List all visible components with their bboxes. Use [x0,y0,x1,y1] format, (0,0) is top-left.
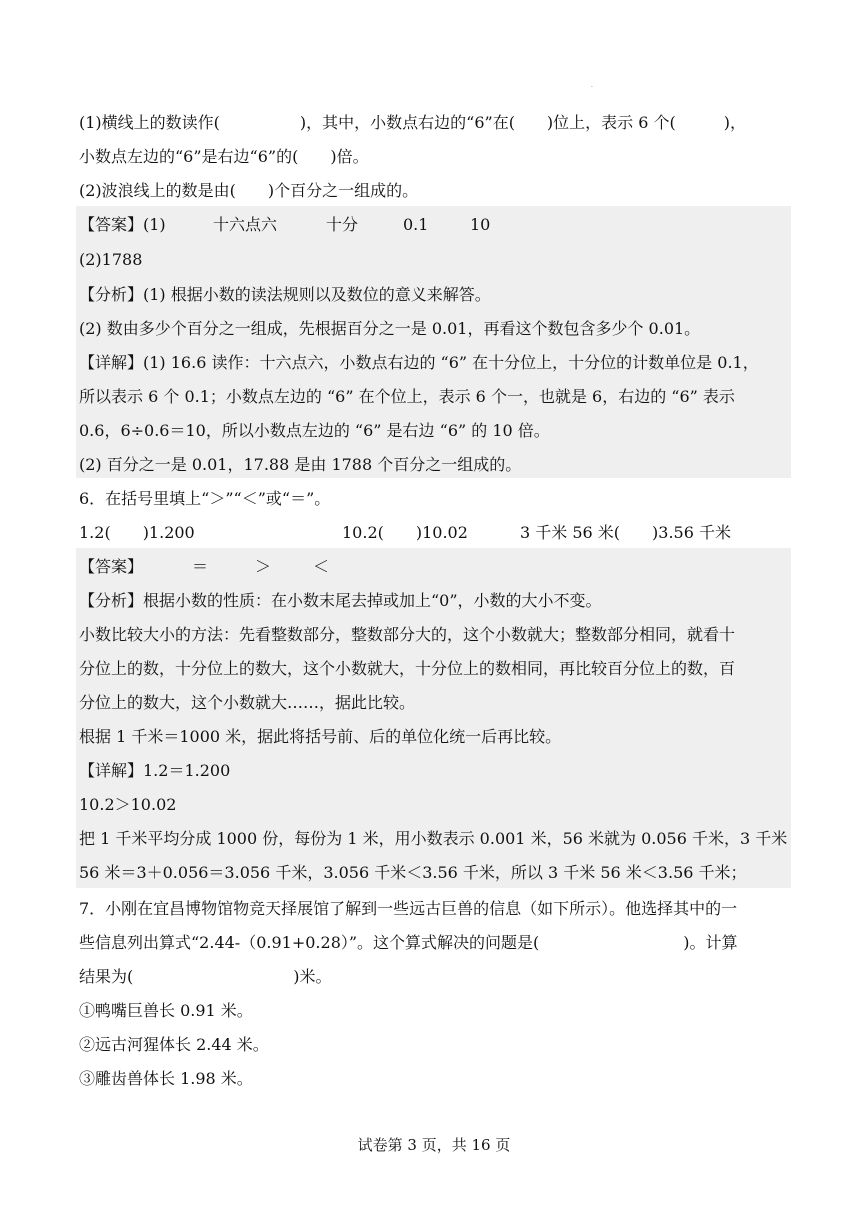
q6-item-2: 10.2( )10.02 [342,523,468,542]
q6-analysis1: 【分析】根据小数的性质：在小数末尾去掉或加上“0”，小数的大小不变。 [79,591,602,610]
q7-line2: 些信息列出算式“2.44-（0.91+0.28）”。这个算式解决的问题是( )。计算 [79,933,738,952]
q6-title: 6．在括号里填上“＞”“＜”或“＝”。 [79,489,331,508]
q7-item-3: ③雕齿兽体长 1.98 米。 [79,1069,253,1088]
q6-detail2: 10.2＞10.02 [79,795,177,814]
answer-4: 10 [470,215,491,234]
q5-detail1: 【详解】(1) 16.6 读作：十六点六，小数点右边的 “6” 在十分位上，十分位的计数单位是 0.1， [79,353,759,372]
q7-item-1: ①鸭嘴巨兽长 0.91 米。 [79,1001,253,1020]
q5-line2: 小数点左边的“6”是右边“6”的( )倍。 [79,147,369,166]
scan-mark: · [591,84,593,91]
answer-3: 0.1 [403,215,429,234]
q5-analysis2: (2) 数由多少个百分之一组成，先根据百分之一是 0.01，再看这个数包含多少个 0.01。 [79,319,701,338]
answer-2: ＞ [255,557,272,576]
answer-label: 【答案】 [79,557,144,576]
q6-item-3: 3 千米 56 米( )3.56 千米 [520,523,731,542]
answer-3: ＜ [313,557,330,576]
q6-detail3: 把 1 千米平均分成 1000 份，每份为 1 米，用小数表示 0.001 米，56 米就为 0.056 千米，3 千米 [79,829,788,848]
answer-1: 十六点六 [213,215,278,234]
q7-line1: 7．小刚在宜昌博物馆物竞天择展馆了解到一些远古巨兽的信息（如下所示）。他选择其中的一 [79,899,738,918]
q5-answer-line [79,215,491,235]
q6-detail1: 【详解】1.2＝1.200 [79,761,231,780]
q5-detail3: 0.6，6÷0.6＝10，所以小数点左边的 “6” 是右边 “6” 的 10 倍。 [79,421,550,440]
q6-items [79,523,779,543]
q6-detail4: 56 米＝3＋0.056＝3.056 千米，3.056 千米＜3.56 千米，所以 3 千米 56 米＜3.56 千米； [79,863,747,882]
q6-analysis3: 分位上的数，十分位上的数大，这个小数就大，十分位上的数相同，再比较百分位上的数，百 [79,659,736,678]
q6-item-1: 1.2( )1.200 [79,523,195,542]
answer-label: 【答案】(1) [79,215,166,234]
q6-analysis4: 分位上的数大，这个小数就大……，据此比较。 [79,693,416,712]
q7-line3: 结果为( )米。 [79,967,332,986]
q5-detail4: (2) 百分之一是 0.01，17.88 是由 1788 个百分之一组成的。 [79,455,522,474]
q6-analysis2: 小数比较大小的方法：先看整数部分，整数部分大的，这个小数就大；整数部分相同，就看十 [79,625,736,644]
q5-answer2: (2)1788 [79,250,143,269]
answer-1: ＝ [192,557,209,576]
q6-answer-line [79,557,330,577]
q5-analysis1: 【分析】(1) 根据小数的读法规则以及数位的意义来解答。 [79,285,491,304]
q5-line1: (1)横线上的数读作( )，其中，小数点右边的“6”在( )位上，表示 6 个( )， [79,113,747,132]
answer-2: 十分 [326,215,359,234]
q7-item-2: ②远古河猩体长 2.44 米。 [79,1035,269,1054]
q5-line3: (2)波浪线上的数是由( )个百分之一组成的。 [79,181,419,200]
q6-analysis5: 根据 1 千米＝1000 米，据此将括号前、后的单位化统一后再比较。 [79,727,562,746]
page-footer: 试卷第 3 页，共 16 页 [357,1136,511,1154]
q5-detail2: 所以表示 6 个 0.1；小数点左边的 “6” 在个位上，表示 6 个一，也就是 6，右边的 “6” 表示 [79,387,735,406]
